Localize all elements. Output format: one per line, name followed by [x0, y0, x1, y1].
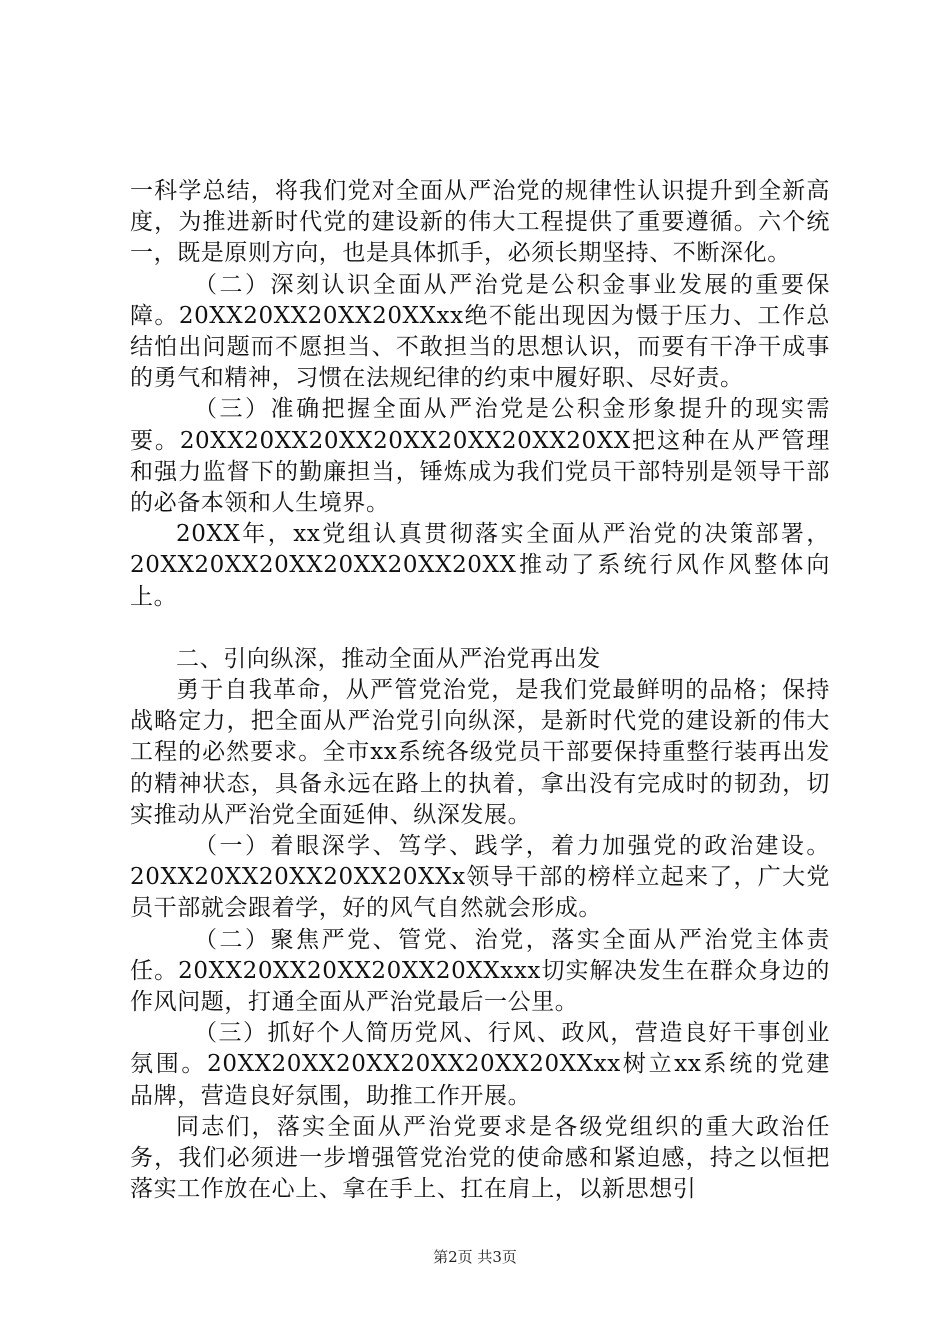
section-intro-paragraph: 勇于自我革命，从严管党治党，是我们党最鲜明的品格；保持战略定力，把全面从严治党引向纵深，是新时代党的建设新的伟大工程的必然要求。全市xx系统各级党员干部要保持重整行装再出发的精神状态，具备永远在路上的执着，拿出没有完成时的韧劲，切实推动从严治党全面延伸、纵深发展。: [130, 677, 830, 828]
closing-paragraph: 同志们，落实全面从严治党要求是各级党组织的重大政治任务，我们必须进一步增强管党治党的使命感和紧迫感，持之以恒把落实工作放在心上、拿在手上、扛在肩上，以新思想引: [130, 1113, 830, 1203]
section-point-3: （三）抓好个人简历党风、行风、政风，营造良好干事创业氛围。20XX20XX20XX20XX20XX20XXxx树立xx系统的党建品牌，营造良好氛围，助推工作开展。: [130, 1020, 830, 1109]
section-point-1: （一）着眼深学、笃学、践学，着力加强党的政治建设。20XX20XX20XX20XX20XXx领导干部的榜样立起来了，广大党员干部就会跟着学，好的风气自然就会形成。: [130, 833, 830, 922]
paragraph-summary: 20XX年，xx党组认真贯彻落实全面从严治党的决策部署，20XX20XX20XX20XX20XX20XX推动了系统行风作风整体向上。: [130, 521, 830, 610]
paragraph-point-2: （二）深刻认识全面从严治党是公积金事业发展的重要保障。20XX20XX20XX20XXxx绝不能出现因为慑于压力、工作总结怕出问题而不愿担当、不敢担当的思想认识，而要有干净干成事的勇气和精神，习惯在法规纪律的约束中履好职、尽好责。: [130, 271, 830, 392]
document-body: [130, 176, 830, 1206]
page-footer: 第2页 共3页: [433, 1248, 517, 1266]
paragraph-continuation: 一科学总结，将我们党对全面从严治党的规律性认识提升到全新高度，为推进新时代党的建设新的伟大工程提供了重要遵循。六个统一，既是原则方向，也是具体抓手，必须长期坚持、不断深化。: [130, 178, 830, 267]
section-heading: 二、引向纵深，推动全面从严治党再出发: [176, 645, 601, 672]
paragraph-point-3: （三）准确把握全面从严治党是公积金形象提升的现实需要。20XX20XX20XX20XX20XX20XX20XX把这种在从严管理和强力监督下的勤廉担当，锤炼成为我们党员干部特别是领导干部的必备本领和人生境界。: [130, 396, 830, 517]
section-point-2: （二）聚焦严党、管党、治党，落实全面从严治党主体责任。20XX20XX20XX20XX20XXxxx切实解决发生在群众身边的作风问题，打通全面从严治党最后一公里。: [130, 926, 830, 1016]
